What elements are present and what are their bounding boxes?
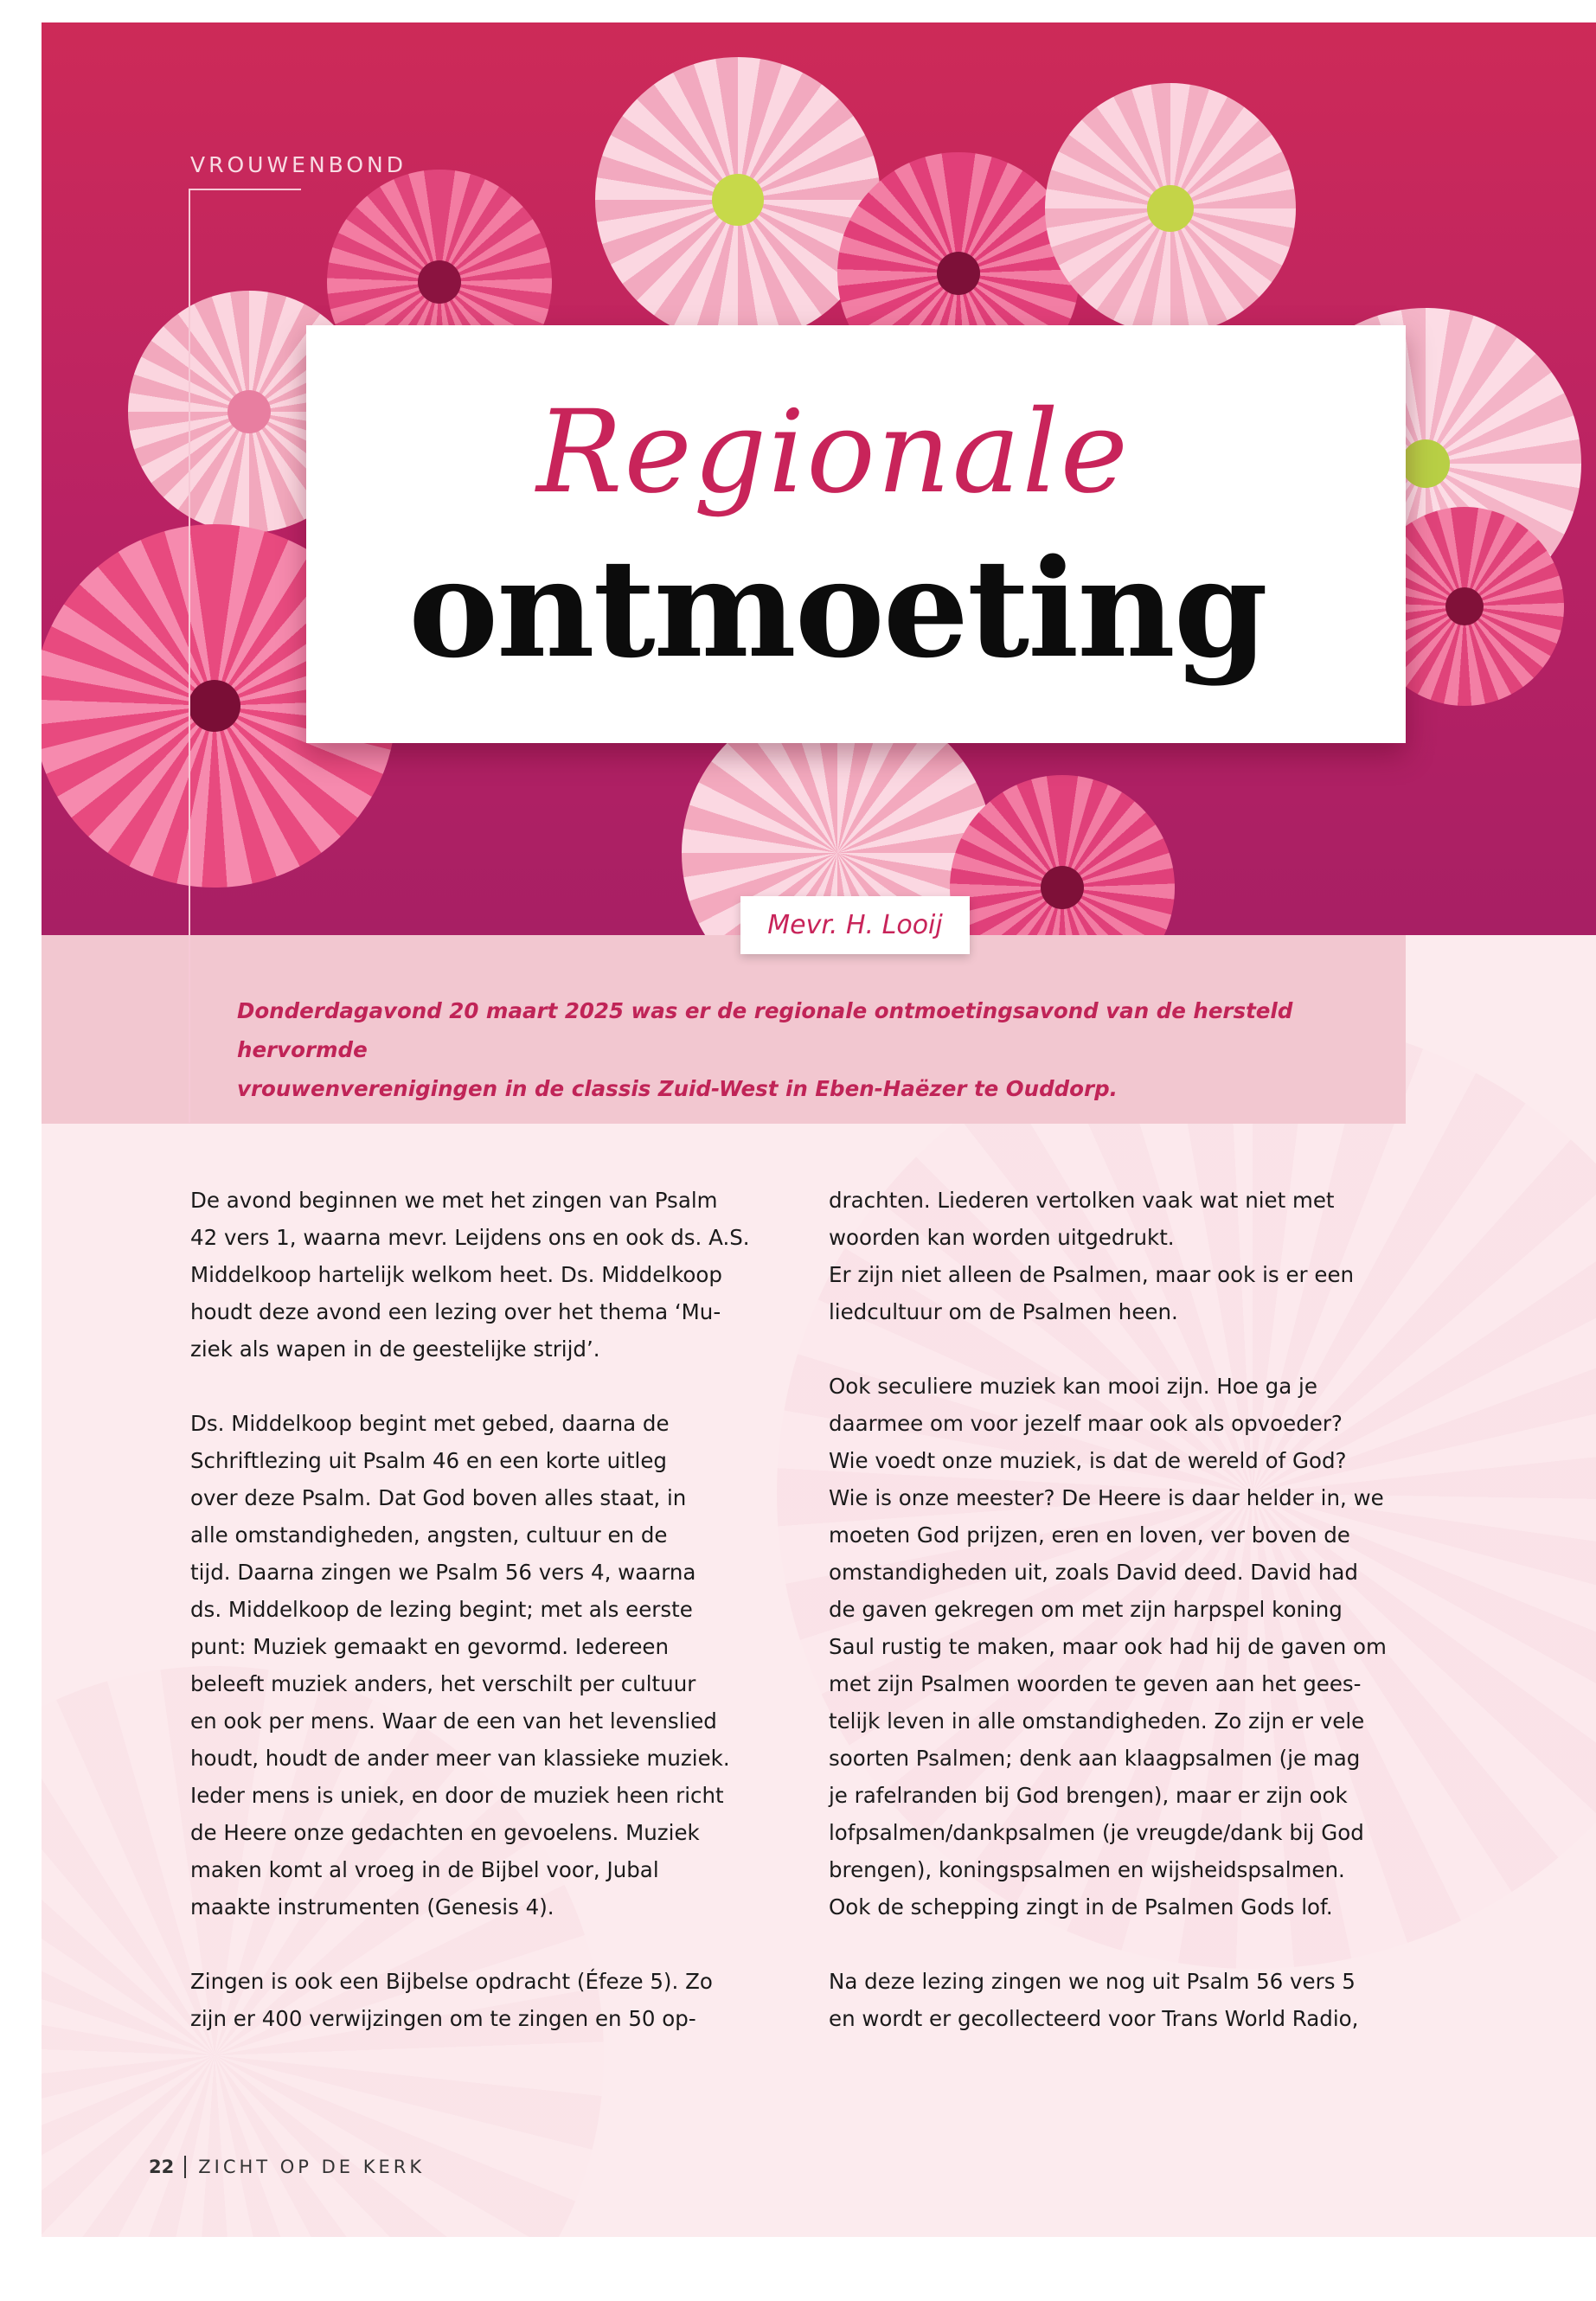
page-background [42,22,1596,2237]
text-line: zijn er 400 verwijzingen om te zingen en 50 op- [190,2006,696,2031]
text-line: soorten Psalmen; denk aan klaagpsalmen (je mag [829,1746,1361,1771]
text-line: brengen), koningspsalmen en wijsheidspsalmen. [829,1857,1345,1882]
text-line: Saul rustig te maken, maar ook had hij de gaven om [829,1634,1387,1659]
body-column-right [829,1182,1426,2074]
text-line: Middelkoop hartelijk welkom heet. Ds. Middelkoop [190,1262,722,1287]
text-line: Ieder mens is uniek, en door de muziek heen richt [190,1783,724,1808]
text-line: tijd. Daarna zingen we Psalm 56 vers 4, waarna [190,1560,696,1585]
text-line: maken komt al vroeg in de Bijbel voor, Jubal [190,1857,659,1882]
text-line: moeten God prijzen, eren en loven, ver boven de [829,1522,1350,1548]
paragraph [829,1182,1426,1330]
body-column-left [190,1182,787,2074]
page-footer [149,2156,425,2178]
text-line: je rafelranden bij God brengen), maar er zijn ook [829,1783,1348,1808]
text-line: Wie is onze meester? De Heere is daar helder in, we [829,1485,1384,1510]
text-line: telijk leven in alle omstandigheden. Zo zijn er vele [829,1708,1365,1734]
frame-line [189,189,190,1123]
text-line: en wordt er gecollecteerd voor Trans World Radio, [829,2006,1359,2031]
text-line: Schriftlezing uit Psalm 46 en een korte uitleg [190,1448,667,1473]
text-line: houdt, houdt de ander meer van klassieke muziek. [190,1746,730,1771]
paragraph [190,1963,787,2037]
text-line: De avond beginnen we met het zingen van Psalm [190,1188,718,1213]
paragraph [829,1368,1426,1926]
text-line: maakte instrumenten (Genesis 4). [190,1894,554,1920]
text-line: en ook per mens. Waar de een van het levenslied [190,1708,717,1734]
text-line: Zingen is ook een Bijbelse opdracht (Éfeze 5). Zo [190,1969,713,1994]
paragraph [190,1405,787,1926]
text-line: Wie voedt onze muziek, is dat de wereld of God? [829,1448,1347,1473]
text-line: over deze Psalm. Dat God boven alles staat, in [190,1485,687,1510]
flower-icon [1045,83,1296,334]
text-line: houdt deze avond een lezing over het thema ‘Mu- [190,1299,721,1324]
text-line: met zijn Psalmen woorden te geven aan het gees- [829,1671,1362,1696]
text-line: de gaven gekregen om met zijn harpspel koning [829,1597,1343,1622]
magazine-name: ZICHT OP DE KERK [198,2157,426,2177]
text-line: punt: Muziek gemaakt en gevormd. Iedereen [190,1634,670,1659]
flower-icon [950,775,1175,935]
text-line: Er zijn niet alleen de Psalmen, maar ook is er een [829,1262,1355,1287]
text-line: lofpsalmen/dankpsalmen (je vreugde/dank bij God [829,1820,1364,1845]
paragraph [829,1963,1426,2037]
intro-line: vrouwenverenigingen in de classis Zuid-West in Eben-Haëzer te Ouddorp. [237,1076,1118,1101]
text-line: daarmee om voor jezelf maar ook als opvoeder? [829,1411,1343,1436]
footer-divider [184,2156,186,2178]
text-line: beleeft muziek anders, het verschilt per cultuur [190,1671,696,1696]
text-line: Na deze lezing zingen we nog uit Psalm 56 vers 5 [829,1969,1356,1994]
text-line: Ook de schepping zingt in de Psalmen Gods lof. [829,1894,1333,1920]
text-line: drachten. Liederen vertolken vaak wat niet met [829,1188,1335,1213]
title-script: Regionale [536,386,1130,519]
text-line: de Heere onze gedachten en gevoelens. Muziek [190,1820,700,1845]
text-line: Ds. Middelkoop begint met gebed, daarna de [190,1411,670,1436]
author-byline: Mevr. H. Looij [740,896,970,954]
section-label: VROUWENBOND [190,152,407,177]
text-line: ziek als wapen in de geestelijke strijd’. [190,1336,600,1362]
page-number: 22 [149,2157,175,2177]
text-line: omstandigheden uit, zoals David deed. David had [829,1560,1358,1585]
paragraph [190,1182,787,1368]
text-line: 42 vers 1, waarna mevr. Leijdens ons en ook ds. A.S. [190,1225,750,1250]
intro-line: Donderdagavond 20 maart 2025 was er de regionale ontmoetingsavond van de hersteld hervormde [237,998,1293,1062]
text-line: Ook seculiere muziek kan mooi zijn. Hoe ga je [829,1374,1317,1399]
frame-line [189,189,301,190]
text-line: ds. Middelkoop de lezing begint; met als eerste [190,1597,693,1622]
text-line: liedcultuur om de Psalmen heen. [829,1299,1178,1324]
title-bold: ontmoeting [408,529,1266,688]
text-line: alle omstandigheden, angsten, cultuur en de [190,1522,668,1548]
intro-text [237,991,1388,1108]
text-line: woorden kan worden uitgedrukt. [829,1225,1175,1250]
